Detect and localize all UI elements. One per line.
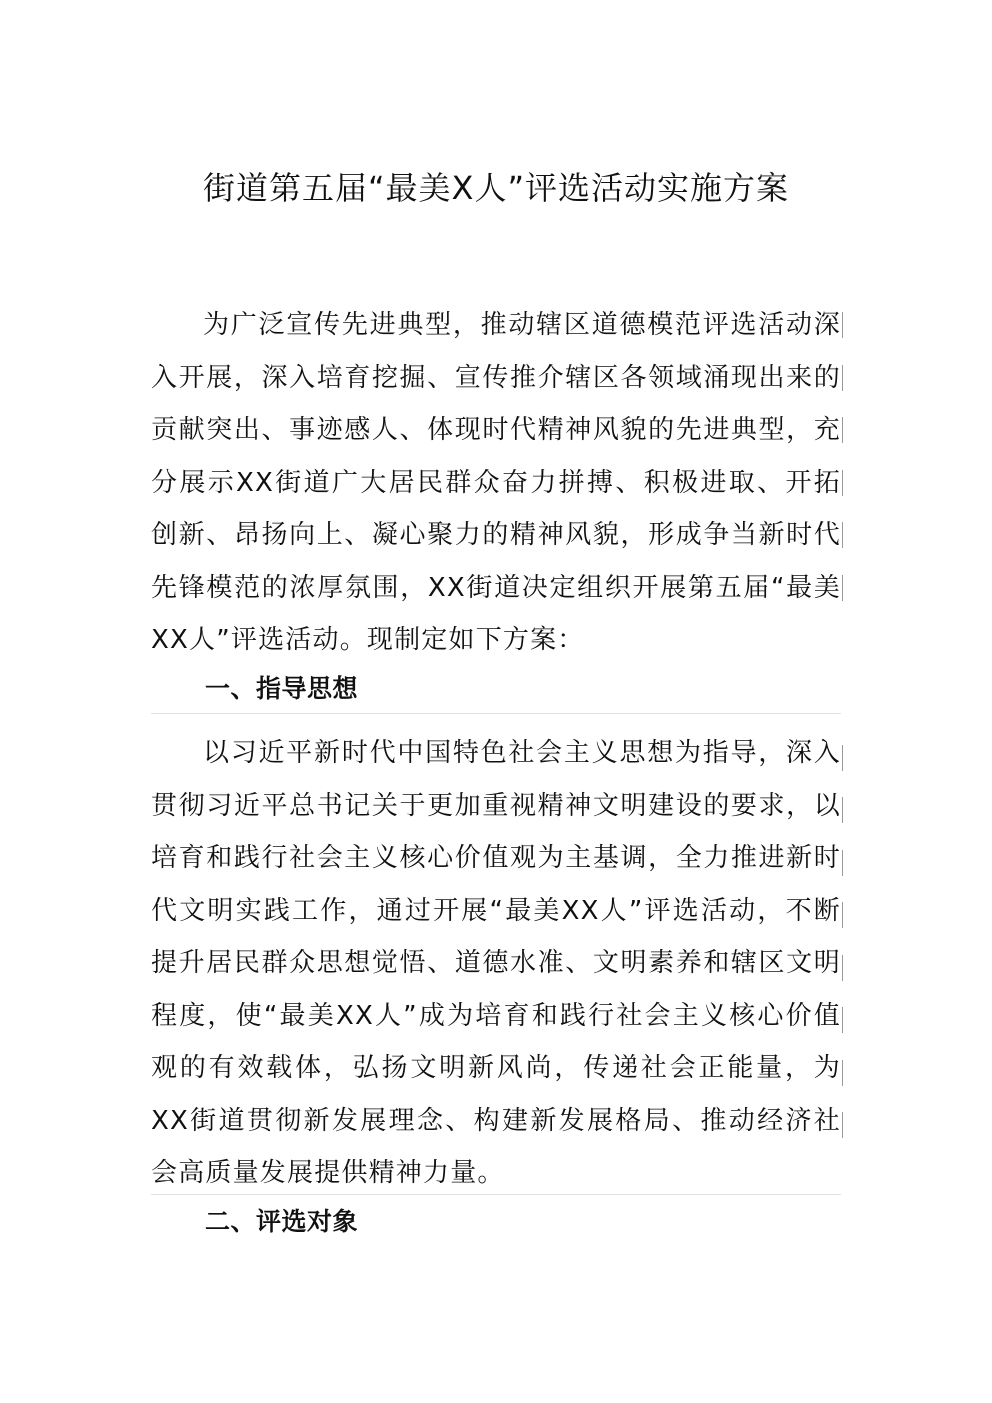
margin-mark — [842, 1007, 843, 1033]
margin-mark — [842, 470, 843, 496]
margin-mark — [842, 312, 843, 338]
guiding-ideology-paragraph: 以习近平新时代中国特色社会主义思想为指导，深入贯彻习近平总书记关于更加重视精神文明建设的要求，以培育和践行社会主义核心价值观为主基调，全力推进新时代文明实践工作，通过开展“最美XX人”评选活动，不断提升居民群众思想觉悟、道德水准、文明素养和辖区文明程度，使“最美XX人”成为培育和践行社会主义核心价值观的有效载体，弘扬文明新风尚，传递社会正能量，为XX街道贯彻新发展理念、构建新发展格局、推动经济社会高质量发展提供精神力量。 — [151, 738, 841, 1188]
margin-mark — [842, 797, 843, 823]
section-heading-selection-targets: 二、评选对象 — [205, 1207, 359, 1236]
margin-mark — [842, 522, 843, 548]
margin-mark — [842, 955, 843, 981]
margin-mark — [842, 575, 843, 601]
margin-mark — [842, 417, 843, 443]
document-title: 街道第五届“最美X人”评选活动实施方案 — [202, 169, 790, 207]
intro-paragraph: 为广泛宣传先进典型，推动辖区道德模范评选活动深入开展，深入培育挖掘、宣传推介辖区各领域涌现出来的贡献突出、事迹感人、体现时代精神风貌的先进典型，充分展示XX街道广大居民群众奋力拼搏、积极进取、开拓创新、昂扬向上、凝心聚力的精神风貌，形成争当新时代先锋模范的浓厚氛围，XX街道决定组织开展第五届“最美XX人”评选活动。现制定如下方案： — [151, 310, 841, 655]
margin-mark — [842, 902, 843, 928]
margin-mark — [842, 1060, 843, 1086]
margin-mark — [842, 745, 843, 771]
section-divider — [151, 1194, 841, 1195]
section-divider — [151, 713, 841, 714]
margin-mark — [842, 850, 843, 876]
margin-mark — [842, 365, 843, 391]
margin-mark — [842, 1112, 843, 1138]
section-heading-guiding-ideology: 一、指导思想 — [205, 674, 359, 703]
